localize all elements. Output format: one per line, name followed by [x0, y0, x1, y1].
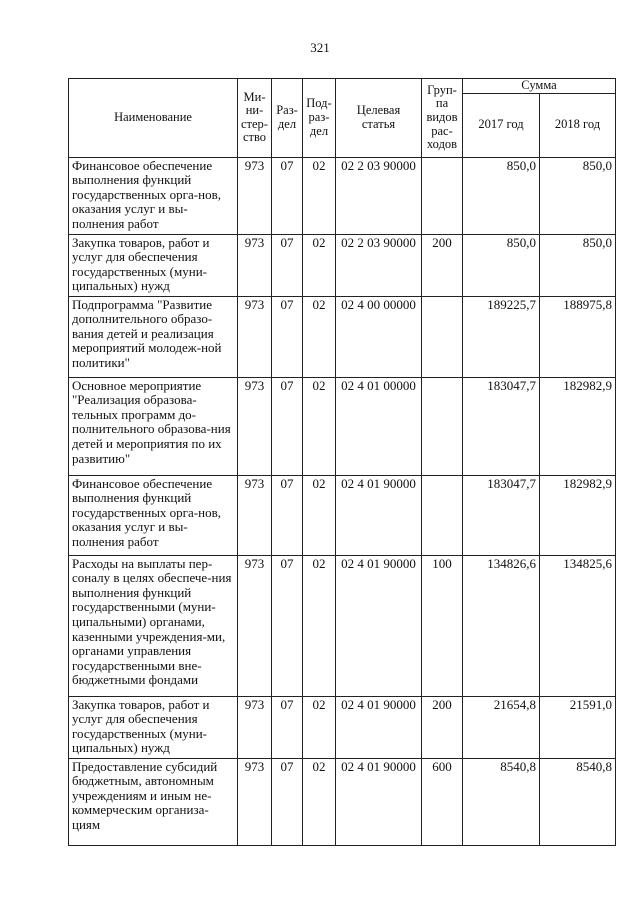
row-name: Расходы на выплаты пер-соналу в целях обеспече-ния выполнения функций государственными (муни-ципальными) органами, казенными учреждения-ми, органами управления государственными вне-бюджетными фондами [69, 555, 238, 696]
row-subsection: 02 [303, 758, 336, 845]
row-ministry: 973 [238, 296, 272, 377]
header-subsection [303, 79, 336, 158]
row-name: Финансовое обеспечение выполнения функций государственных орга-нов, оказания услуг и вы-полнения работ [69, 475, 238, 555]
row-target: 02 4 01 90000 [336, 758, 422, 845]
row-target: 02 4 00 00000 [336, 296, 422, 377]
header-ministry [238, 79, 272, 158]
table-row [69, 296, 616, 377]
header-target-text: Целевая статья [356, 103, 401, 131]
row-expense-group [422, 157, 463, 234]
row-subsection: 02 [303, 555, 336, 696]
row-sum-2017: 183047,7 [463, 377, 540, 475]
header-expense-group-text: Груп- па видов рас- ходов [426, 82, 458, 152]
header-target [336, 79, 422, 158]
table-row [69, 758, 616, 845]
row-sum-2018: 182982,9 [540, 475, 616, 555]
header-sum: Сумма [463, 79, 616, 94]
row-name: Основное мероприятие "Реализация образова-тельных программ до-полнительного образова-ния детей и мероприятия по их развитию" [69, 377, 238, 475]
row-ministry: 973 [238, 377, 272, 475]
row-section: 07 [272, 696, 303, 758]
row-subsection: 02 [303, 234, 336, 296]
row-name: Предоставление субсидий бюджетным, автономным учреждениям и иным не-коммерческим организа-циям [69, 758, 238, 845]
row-target: 02 2 03 90000 [336, 157, 422, 234]
row-target: 02 4 01 90000 [336, 475, 422, 555]
row-sum-2018: 850,0 [540, 234, 616, 296]
budget-table [68, 78, 616, 846]
row-sum-2017: 8540,8 [463, 758, 540, 845]
row-expense-group: 200 [422, 696, 463, 758]
table-row [69, 696, 616, 758]
header-year-2017: 2017 год [463, 93, 540, 157]
row-ministry: 973 [238, 234, 272, 296]
table-row [69, 377, 616, 475]
row-section: 07 [272, 377, 303, 475]
header-section-text: Раз- дел [276, 103, 298, 131]
row-ministry: 973 [238, 758, 272, 845]
row-expense-group [422, 377, 463, 475]
header-year-2018: 2018 год [540, 93, 616, 157]
row-sum-2018: 8540,8 [540, 758, 616, 845]
header-name: Наименование [69, 79, 238, 158]
row-sum-2017: 189225,7 [463, 296, 540, 377]
row-ministry: 973 [238, 475, 272, 555]
row-sum-2017: 850,0 [463, 234, 540, 296]
row-ministry: 973 [238, 157, 272, 234]
row-target: 02 2 03 90000 [336, 234, 422, 296]
row-expense-group [422, 475, 463, 555]
row-section: 07 [272, 758, 303, 845]
row-ministry: 973 [238, 555, 272, 696]
row-target: 02 4 01 90000 [336, 696, 422, 758]
row-subsection: 02 [303, 475, 336, 555]
row-section: 07 [272, 296, 303, 377]
header-ministry-text: Ми- ни- стер- ство [241, 89, 268, 145]
row-target: 02 4 01 00000 [336, 377, 422, 475]
row-sum-2017: 134826,6 [463, 555, 540, 696]
row-section: 07 [272, 234, 303, 296]
row-section: 07 [272, 555, 303, 696]
row-sum-2018: 134825,6 [540, 555, 616, 696]
row-sum-2018: 850,0 [540, 157, 616, 234]
row-subsection: 02 [303, 377, 336, 475]
row-sum-2017: 850,0 [463, 157, 540, 234]
row-subsection: 02 [303, 157, 336, 234]
table-row [69, 475, 616, 555]
row-subsection: 02 [303, 296, 336, 377]
row-name: Закупка товаров, работ и услуг для обеспечения государственных (муни-ципальных) нужд [69, 696, 238, 758]
row-subsection: 02 [303, 696, 336, 758]
page-number: 321 [310, 40, 330, 55]
header-subsection-text: Под- раз- дел [306, 96, 332, 138]
row-name: Финансовое обеспечение выполнения функций государственных орга-нов, оказания услуг и вы-полнения работ [69, 157, 238, 234]
header-expense-group [422, 79, 463, 158]
table-row [69, 555, 616, 696]
row-section: 07 [272, 157, 303, 234]
row-ministry: 973 [238, 696, 272, 758]
row-sum-2018: 21591,0 [540, 696, 616, 758]
row-expense-group: 100 [422, 555, 463, 696]
row-sum-2018: 188975,8 [540, 296, 616, 377]
row-section: 07 [272, 475, 303, 555]
row-expense-group: 200 [422, 234, 463, 296]
row-expense-group [422, 296, 463, 377]
row-expense-group: 600 [422, 758, 463, 845]
row-sum-2018: 182982,9 [540, 377, 616, 475]
header-section [272, 79, 303, 158]
row-name: Подпрограмма "Развитие дополнительного образо-вания детей и реализация мероприятий молодеж-ной политики" [69, 296, 238, 377]
row-sum-2017: 183047,7 [463, 475, 540, 555]
row-name: Закупка товаров, работ и услуг для обеспечения государственных (муни-ципальных) нужд [69, 234, 238, 296]
row-sum-2017: 21654,8 [463, 696, 540, 758]
row-target: 02 4 01 90000 [336, 555, 422, 696]
table-row [69, 157, 616, 234]
table-row [69, 234, 616, 296]
